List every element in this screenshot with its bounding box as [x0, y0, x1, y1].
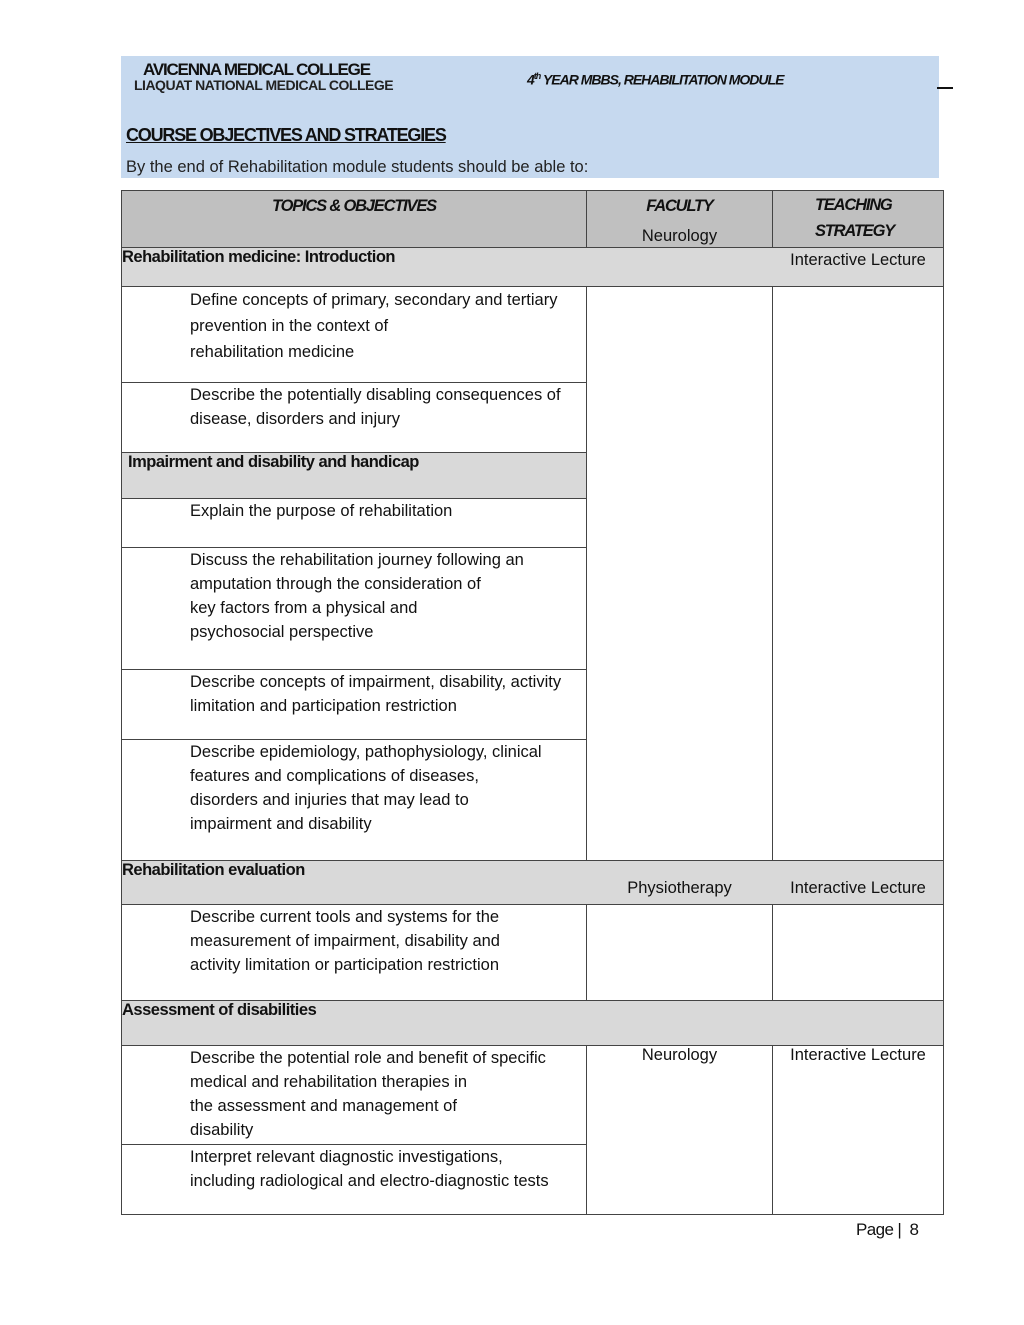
faculty-label: Physiotherapy	[627, 879, 732, 897]
strategy-label: Interactive Lecture	[790, 1046, 926, 1064]
objective-line: Describe the potentially disabling consequences of	[190, 386, 561, 404]
faculty-cell	[587, 879, 773, 1001]
objective-cell	[122, 905, 587, 1001]
table-header-row	[122, 191, 944, 248]
college-name: AVICENNA MEDICAL COLLEGE	[143, 60, 370, 79]
objective-cell	[122, 1145, 587, 1215]
column-header-topics: TOPICS & OBJECTIVES	[122, 191, 587, 248]
column-header-strategy: TEACHING STRATEGY	[773, 191, 944, 248]
objective-cell	[122, 548, 587, 670]
objective-line: rehabilitation medicine	[190, 343, 355, 361]
objective-cell	[122, 1046, 587, 1145]
intro-text: By the end of Rehabilitation module students should be able to:	[126, 158, 589, 176]
objective-line: impairment and disability	[190, 815, 372, 833]
objective-line: amputation through the consideration of	[190, 575, 481, 593]
section-title: Rehabilitation medicine: Introduction	[122, 248, 944, 287]
column-header-faculty: FACULTY	[587, 191, 773, 248]
faculty-cell	[587, 1046, 773, 1215]
faculty-label: Neurology	[641, 227, 718, 245]
objective-cell	[122, 383, 587, 453]
objective-line: disease, disorders and injury	[190, 410, 401, 428]
section-title: Rehabilitation evaluation	[122, 861, 944, 905]
faculty-cell	[587, 227, 773, 861]
objective-row	[122, 905, 944, 1001]
objective-cell	[122, 499, 587, 548]
objective-cell	[122, 740, 587, 861]
strategy-label: Interactive Lecture	[790, 251, 926, 269]
module-name: YEAR MBBS, REHABILITATION MODULE	[540, 71, 784, 88]
objective-cell	[122, 670, 587, 740]
objective-line: Explain the purpose of rehabilitation	[190, 502, 453, 520]
page-number-value: 8	[909, 1220, 919, 1239]
faculty-label: Neurology	[641, 1046, 718, 1064]
objective-line: medical and rehabilitation therapies in	[190, 1073, 468, 1091]
section-title: Assessment of disabilities	[122, 1001, 944, 1046]
objective-line: measurement of impairment, disability and	[190, 932, 500, 950]
objective-line: including radiological and electro-diagnostic tests	[190, 1172, 549, 1190]
section-row	[122, 1001, 944, 1046]
objective-cell	[122, 287, 587, 383]
objective-line: Define concepts of primary, secondary and tertiary	[190, 291, 558, 309]
objective-line: key factors from a physical and	[190, 599, 418, 617]
objective-line: disorders and injuries that may lead to	[190, 791, 469, 809]
header-dash	[937, 87, 953, 89]
section-heading: COURSE OBJECTIVES AND STRATEGIES	[126, 125, 446, 145]
objective-line: the assessment and management of	[190, 1097, 457, 1115]
module-year: 4	[527, 71, 534, 88]
objective-line: Describe the potential role and benefit of specific	[190, 1049, 546, 1067]
objective-line: Describe epidemiology, pathophysiology, clinical	[190, 743, 542, 761]
strategy-label: Interactive Lecture	[790, 879, 926, 897]
objective-line: disability	[190, 1121, 254, 1139]
objective-line: Describe concepts of impairment, disability, activity	[190, 673, 562, 691]
objectives-table	[121, 190, 944, 1215]
objective-row	[122, 287, 944, 383]
module-year-suffix: th	[533, 71, 541, 81]
objective-line: Interpret relevant diagnostic investigations,	[190, 1148, 503, 1166]
page-label: Page |	[856, 1220, 902, 1239]
objective-line: features and complications of diseases,	[190, 767, 479, 785]
strategy-cell	[773, 251, 944, 861]
strategy-cell	[773, 879, 944, 1001]
objective-row	[122, 1046, 944, 1145]
objective-line: limitation and participation restriction	[190, 697, 457, 715]
objective-line: prevention in the context of	[190, 317, 389, 335]
objective-line: Discuss the rehabilitation journey following an	[190, 551, 524, 569]
page-number	[856, 1220, 918, 1240]
objective-line: activity limitation or participation restriction	[190, 956, 500, 974]
strategy-cell	[773, 1046, 944, 1215]
module-title	[527, 71, 783, 88]
section-title: Impairment and disability and handicap	[122, 453, 587, 499]
objective-line: Describe current tools and systems for the	[190, 908, 500, 926]
objective-line: psychosocial perspective	[190, 623, 374, 641]
